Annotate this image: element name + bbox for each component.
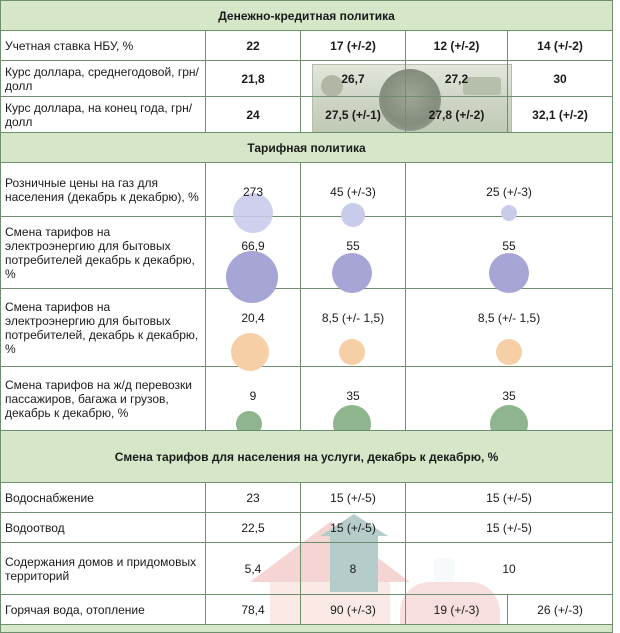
value-cell: 21,8 bbox=[206, 61, 301, 97]
value-cell bbox=[206, 367, 301, 431]
section-header-tariff bbox=[1, 133, 613, 163]
cell-value: 25 (+/-3) bbox=[486, 185, 532, 199]
cell-value: 9 bbox=[249, 389, 257, 403]
table-row-water bbox=[1, 483, 613, 513]
bubble-marker bbox=[489, 253, 529, 293]
bubble-marker bbox=[226, 251, 278, 303]
bubble-marker bbox=[496, 339, 522, 365]
value-cell: 78,4 bbox=[206, 595, 301, 625]
value-cell: 17 (+/-2) bbox=[301, 31, 406, 61]
section-footer bbox=[1, 625, 613, 633]
bubble-marker bbox=[339, 339, 365, 365]
cell-value: 45 (+/-3) bbox=[330, 185, 376, 199]
value-cell: 15 (+/-5) bbox=[301, 513, 406, 543]
cell-value: 35 bbox=[346, 389, 360, 403]
table-row-sewage bbox=[1, 513, 613, 543]
value-cell bbox=[406, 367, 613, 431]
value-cell bbox=[206, 163, 301, 217]
section-title: Тарифная политика bbox=[1, 133, 613, 163]
row-label: Смена тарифов на ж/д перевозки пассажиров, багажа и грузов, декабрь к декабрю, % bbox=[1, 367, 206, 431]
row-label: Содержания домов и придомовых территорий bbox=[1, 543, 206, 595]
table-row-usd-avg bbox=[1, 61, 613, 97]
bubble-marker bbox=[332, 253, 372, 293]
value-cell: 90 (+/-3) bbox=[301, 595, 406, 625]
value-cell: 14 (+/-2) bbox=[508, 31, 613, 61]
value-cell: 22 bbox=[206, 31, 301, 61]
section-title: Смена тарифов для населения на услуги, декабрь к декабрю, % bbox=[1, 431, 613, 483]
table-row-electricity-1 bbox=[1, 217, 613, 289]
value-cell: 22,5 bbox=[206, 513, 301, 543]
cell-value: 8,5 (+/- 1,5) bbox=[321, 311, 385, 325]
value-cell: 27,8 (+/-2) bbox=[406, 97, 508, 133]
section-title: Денежно-кредитная политика bbox=[1, 1, 613, 31]
cell-value: 66,9 bbox=[241, 239, 265, 253]
value-cell bbox=[301, 289, 406, 367]
cell-value: 55 bbox=[502, 239, 516, 253]
cell-value: 8,5 (+/- 1,5) bbox=[477, 311, 541, 325]
row-label: Смена тарифов на электроэнергию для бытовых потребителей, декабрь к декабрю, % bbox=[1, 289, 206, 367]
value-cell bbox=[406, 217, 613, 289]
value-cell: 26 (+/-3) bbox=[508, 595, 613, 625]
value-cell bbox=[406, 289, 613, 367]
value-cell: 24 bbox=[206, 97, 301, 133]
value-cell: 15 (+/-5) bbox=[301, 483, 406, 513]
row-label: Учетная ставка НБУ, % bbox=[1, 31, 206, 61]
table-row-usd-eoy bbox=[1, 97, 613, 133]
value-cell bbox=[301, 367, 406, 431]
value-cell: 26,7 bbox=[301, 61, 406, 97]
bubble-marker bbox=[233, 193, 273, 233]
table-row-housing bbox=[1, 543, 613, 595]
value-cell bbox=[301, 217, 406, 289]
value-cell: 12 (+/-2) bbox=[406, 31, 508, 61]
row-label: Водоснабжение bbox=[1, 483, 206, 513]
bubble-marker bbox=[333, 405, 371, 431]
value-cell: 15 (+/-5) bbox=[406, 513, 613, 543]
row-label: Горячая вода, отопление bbox=[1, 595, 206, 625]
value-cell bbox=[301, 163, 406, 217]
cell-value: 273 bbox=[242, 185, 264, 199]
cell-value: 35 bbox=[502, 389, 516, 403]
table-row-gas bbox=[1, 163, 613, 217]
value-cell: 23 bbox=[206, 483, 301, 513]
row-label: Розничные цены на газ для населения (декабрь к декабрю), % bbox=[1, 163, 206, 217]
bubble-marker bbox=[236, 411, 262, 431]
bubble-marker bbox=[231, 333, 269, 371]
table-row-heating bbox=[1, 595, 613, 625]
bubble-marker bbox=[490, 405, 528, 431]
section-header-utilities bbox=[1, 431, 613, 483]
table-row-rail bbox=[1, 367, 613, 431]
value-cell: 15 (+/-5) bbox=[406, 483, 613, 513]
value-cell: 32,1 (+/-2) bbox=[508, 97, 613, 133]
table-row-electricity-2 bbox=[1, 289, 613, 367]
table-row-nbu-rate bbox=[1, 31, 613, 61]
row-label: Водоотвод bbox=[1, 513, 206, 543]
value-cell: 8 bbox=[301, 543, 406, 595]
row-label: Курс доллара, на конец года, грн/долл bbox=[1, 97, 206, 133]
cell-value: 20,4 bbox=[241, 311, 265, 325]
bubble-marker bbox=[341, 203, 365, 227]
cell-value: 55 bbox=[346, 239, 360, 253]
row-label: Курс доллара, среднегодовой, грн/долл bbox=[1, 61, 206, 97]
value-cell: 5,4 bbox=[206, 543, 301, 595]
bubble-marker bbox=[501, 205, 517, 221]
value-cell: 19 (+/-3) bbox=[406, 595, 508, 625]
section-header-monetary bbox=[1, 1, 613, 31]
value-cell: 10 bbox=[406, 543, 613, 595]
value-cell: 27,2 bbox=[406, 61, 508, 97]
value-cell bbox=[406, 163, 613, 217]
value-cell: 27,5 (+/-1) bbox=[301, 97, 406, 133]
row-label: Смена тарифов на электроэнергию для бытовых потребителей декабрь к декабрю, % bbox=[1, 217, 206, 289]
value-cell: 30 bbox=[508, 61, 613, 97]
